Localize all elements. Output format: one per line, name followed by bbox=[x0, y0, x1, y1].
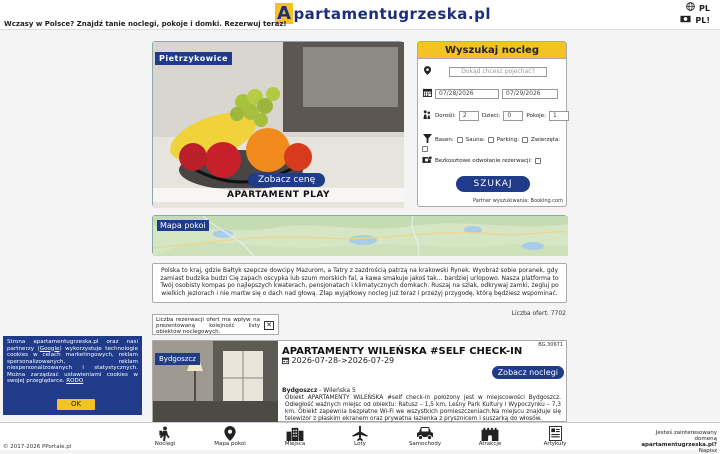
city-icon bbox=[265, 425, 325, 441]
map-preview[interactable] bbox=[152, 215, 567, 255]
money-cancel-icon bbox=[422, 156, 432, 166]
search-partner: Partner wyszukiwania: Booking.com bbox=[473, 198, 563, 204]
nav-places[interactable] bbox=[265, 425, 325, 447]
parking-checkbox[interactable] bbox=[522, 137, 528, 143]
cancellation-row bbox=[422, 156, 541, 166]
ranking-notice bbox=[152, 314, 279, 335]
adults-label: Dorośli: bbox=[435, 112, 456, 119]
nav-flights[interactable] bbox=[330, 425, 390, 447]
hiker-icon bbox=[135, 425, 195, 441]
children-input[interactable]: 0 bbox=[503, 111, 523, 121]
listing-dates bbox=[282, 356, 394, 366]
pool-label: Basen: bbox=[435, 136, 454, 143]
filter-icon bbox=[422, 134, 432, 145]
see-price-button[interactable]: Zobacz cenę bbox=[248, 173, 325, 187]
ranking-notice-text: Liczba rezerwacji ofert ma wpływ na prezentowaną kolejność listy obiektów noclegowych. bbox=[156, 317, 260, 335]
listing-location bbox=[282, 387, 356, 394]
nav-map[interactable] bbox=[200, 425, 260, 447]
footer bbox=[0, 422, 720, 454]
date-to-input[interactable]: 07/29/2026 bbox=[502, 89, 558, 99]
nav-articles-label: Artykuły bbox=[543, 441, 567, 447]
featured-city-badge: Pietrzykowice bbox=[155, 52, 232, 65]
featured-offer[interactable] bbox=[152, 41, 403, 207]
guests-row bbox=[422, 110, 569, 121]
logo[interactable]: A partamentugrzeska.pl bbox=[277, 3, 491, 24]
currency-selector[interactable] bbox=[680, 15, 710, 26]
currency-label: PL! bbox=[695, 16, 710, 25]
listing-card[interactable] bbox=[152, 340, 567, 422]
calendar-icon bbox=[422, 88, 432, 99]
pets-label: Zwierzęta: bbox=[531, 136, 561, 143]
map-image bbox=[153, 216, 568, 256]
search-panel bbox=[417, 41, 567, 207]
article-icon bbox=[525, 425, 585, 441]
nav-places-label: Miejsca bbox=[284, 441, 306, 447]
adults-input[interactable]: 2 bbox=[459, 111, 479, 121]
featured-title[interactable]: APARTAMENT PLAY bbox=[153, 188, 404, 202]
listing-description: Obiekt APARTAMENTY WILEŃSKA #self check-in położony jest w miejscowości Bydgoszcz. Odległość ważnych miejsc od obiektu: Ratusz – 1,5 km, Leśny Park Kultury i Wypoczynku – 7,3 km. Obiekt zapewnia bezpłatne Wi-Fi we wszystkich pomieszczeniach.Na miejscu znajduje się telewizor z płaskim ekranem oraz prywatna łazienka z prysznicem i suszarką do włosów. bbox=[285, 395, 561, 422]
nav-cars-label: Samochody bbox=[408, 441, 442, 447]
listing-id: BG.30671 bbox=[538, 342, 563, 348]
children-label: Dzieci: bbox=[481, 112, 501, 119]
date-from-input[interactable]: 07/28/2026 bbox=[435, 89, 499, 99]
dates-row bbox=[422, 88, 558, 99]
calendar-icon bbox=[282, 357, 289, 366]
sauna-label: Sauna: bbox=[465, 136, 485, 143]
location-pin-icon bbox=[422, 66, 432, 77]
pets-row bbox=[422, 146, 428, 152]
filters-row bbox=[422, 134, 560, 145]
money-icon bbox=[680, 15, 691, 26]
nav-attractions[interactable] bbox=[460, 425, 520, 447]
parking-label: Parking: bbox=[496, 136, 520, 143]
offers-count: Liczba ofert: 7702 bbox=[511, 310, 566, 317]
language-selector[interactable] bbox=[686, 2, 710, 14]
close-icon[interactable]: ✕ bbox=[264, 321, 274, 330]
map-label[interactable]: Mapa pokoi bbox=[157, 220, 209, 231]
site-description: Polska to kraj, gdzie Bałtyk szepcze dowcipy Mazurom, a Tatry z zazdrością patrzą na krakowski Rynek. Wyobraź sobie poranek, gdy zamiast budzika budzi Cię zapach oscypka lub szum morskich fal, a kawa smakuje jakoś tak... bardziej urlopowo. Nasza platforma to Twój osobisty kompas po najlepszych kwaterach, pensjonatach i klimatycznych domkach. Ruszaj na szlak, odkrywaj zamki, żegluj po wielkich jeziorach i nie martw się o dach nad głową. Złap wyjątkowy nocleg już teraz i przeżyj przygodę, którą będziesz wspominać. bbox=[152, 263, 567, 303]
listing-street: - Wileńska 5 bbox=[317, 387, 356, 394]
cookie-text-1: Strona apartamentugrzeska.pl oraz nasi partnerzy ( bbox=[7, 339, 138, 352]
nav-attractions-label: Atrakcje bbox=[478, 441, 502, 447]
free-cancel-checkbox[interactable] bbox=[535, 158, 541, 164]
domain-interest[interactable]: Jesteś zainteresowany domeną apartamentugrzeska.pl? Napisz bbox=[641, 430, 717, 454]
google-link[interactable]: Google bbox=[39, 345, 60, 352]
rooms-label: Pokoje: bbox=[526, 112, 546, 119]
cookie-text-2: ) wykorzystuje technologie cookies w celach marketingowych, reklam spersonalizowanych, reklam niespersonalizowanych i statystycznych. Można zarządzać ustawieniami cookies w swojej przeglądarce. bbox=[7, 345, 139, 384]
nav-flights-label: Loty bbox=[354, 441, 366, 447]
sauna-checkbox[interactable] bbox=[488, 137, 494, 143]
nav-noclegi-label: Noclegi bbox=[154, 441, 176, 447]
people-icon bbox=[422, 110, 432, 121]
listing-city: Bydgoszcz bbox=[282, 387, 318, 394]
listing-city-badge: Bydgoszcz bbox=[155, 353, 200, 365]
header bbox=[0, 0, 720, 30]
nav-map-label: Mapa pokoi bbox=[214, 441, 246, 447]
listing-title[interactable]: APARTAMENTY WILEŃSKA #SELF CHECK-IN bbox=[282, 346, 523, 357]
copyright: © 2017-2026 PPortale.pl bbox=[3, 444, 72, 450]
search-heading: Wyszukaj nocleg bbox=[418, 42, 566, 59]
destination-input[interactable]: Dokąd chcesz pojechać? bbox=[449, 67, 547, 77]
rooms-input[interactable]: 1 bbox=[549, 111, 569, 121]
airplane-icon bbox=[330, 425, 390, 441]
rodo-link[interactable]: RODO bbox=[66, 378, 84, 384]
destination-row bbox=[422, 66, 547, 77]
car-icon bbox=[395, 425, 455, 441]
pets-checkbox[interactable] bbox=[422, 146, 428, 152]
nav-noclegi[interactable] bbox=[135, 425, 195, 447]
location-pin-icon bbox=[200, 425, 260, 441]
pool-checkbox[interactable] bbox=[457, 137, 463, 143]
tagline: Wczasy w Polsce? Znajdź tanie noclegi, pokoje i domki. Rezerwuj teraz! bbox=[4, 20, 287, 28]
cookie-ok-button[interactable]: OK bbox=[57, 399, 95, 410]
nav-cars[interactable] bbox=[395, 425, 455, 447]
language-label: PL bbox=[699, 3, 710, 13]
listing-dates-text: 2026-07-28->2026-07-29 bbox=[291, 356, 395, 365]
globe-icon bbox=[686, 2, 695, 14]
free-cancel-label: Bezkosztowe odwołanie rezerwacji: bbox=[435, 158, 532, 164]
see-lodging-button[interactable]: Zobacz noclegi bbox=[492, 366, 564, 379]
cookie-banner bbox=[3, 336, 142, 415]
search-button[interactable]: SZUKAJ bbox=[456, 176, 530, 192]
nav-articles[interactable] bbox=[525, 425, 585, 447]
castle-icon bbox=[460, 425, 520, 441]
